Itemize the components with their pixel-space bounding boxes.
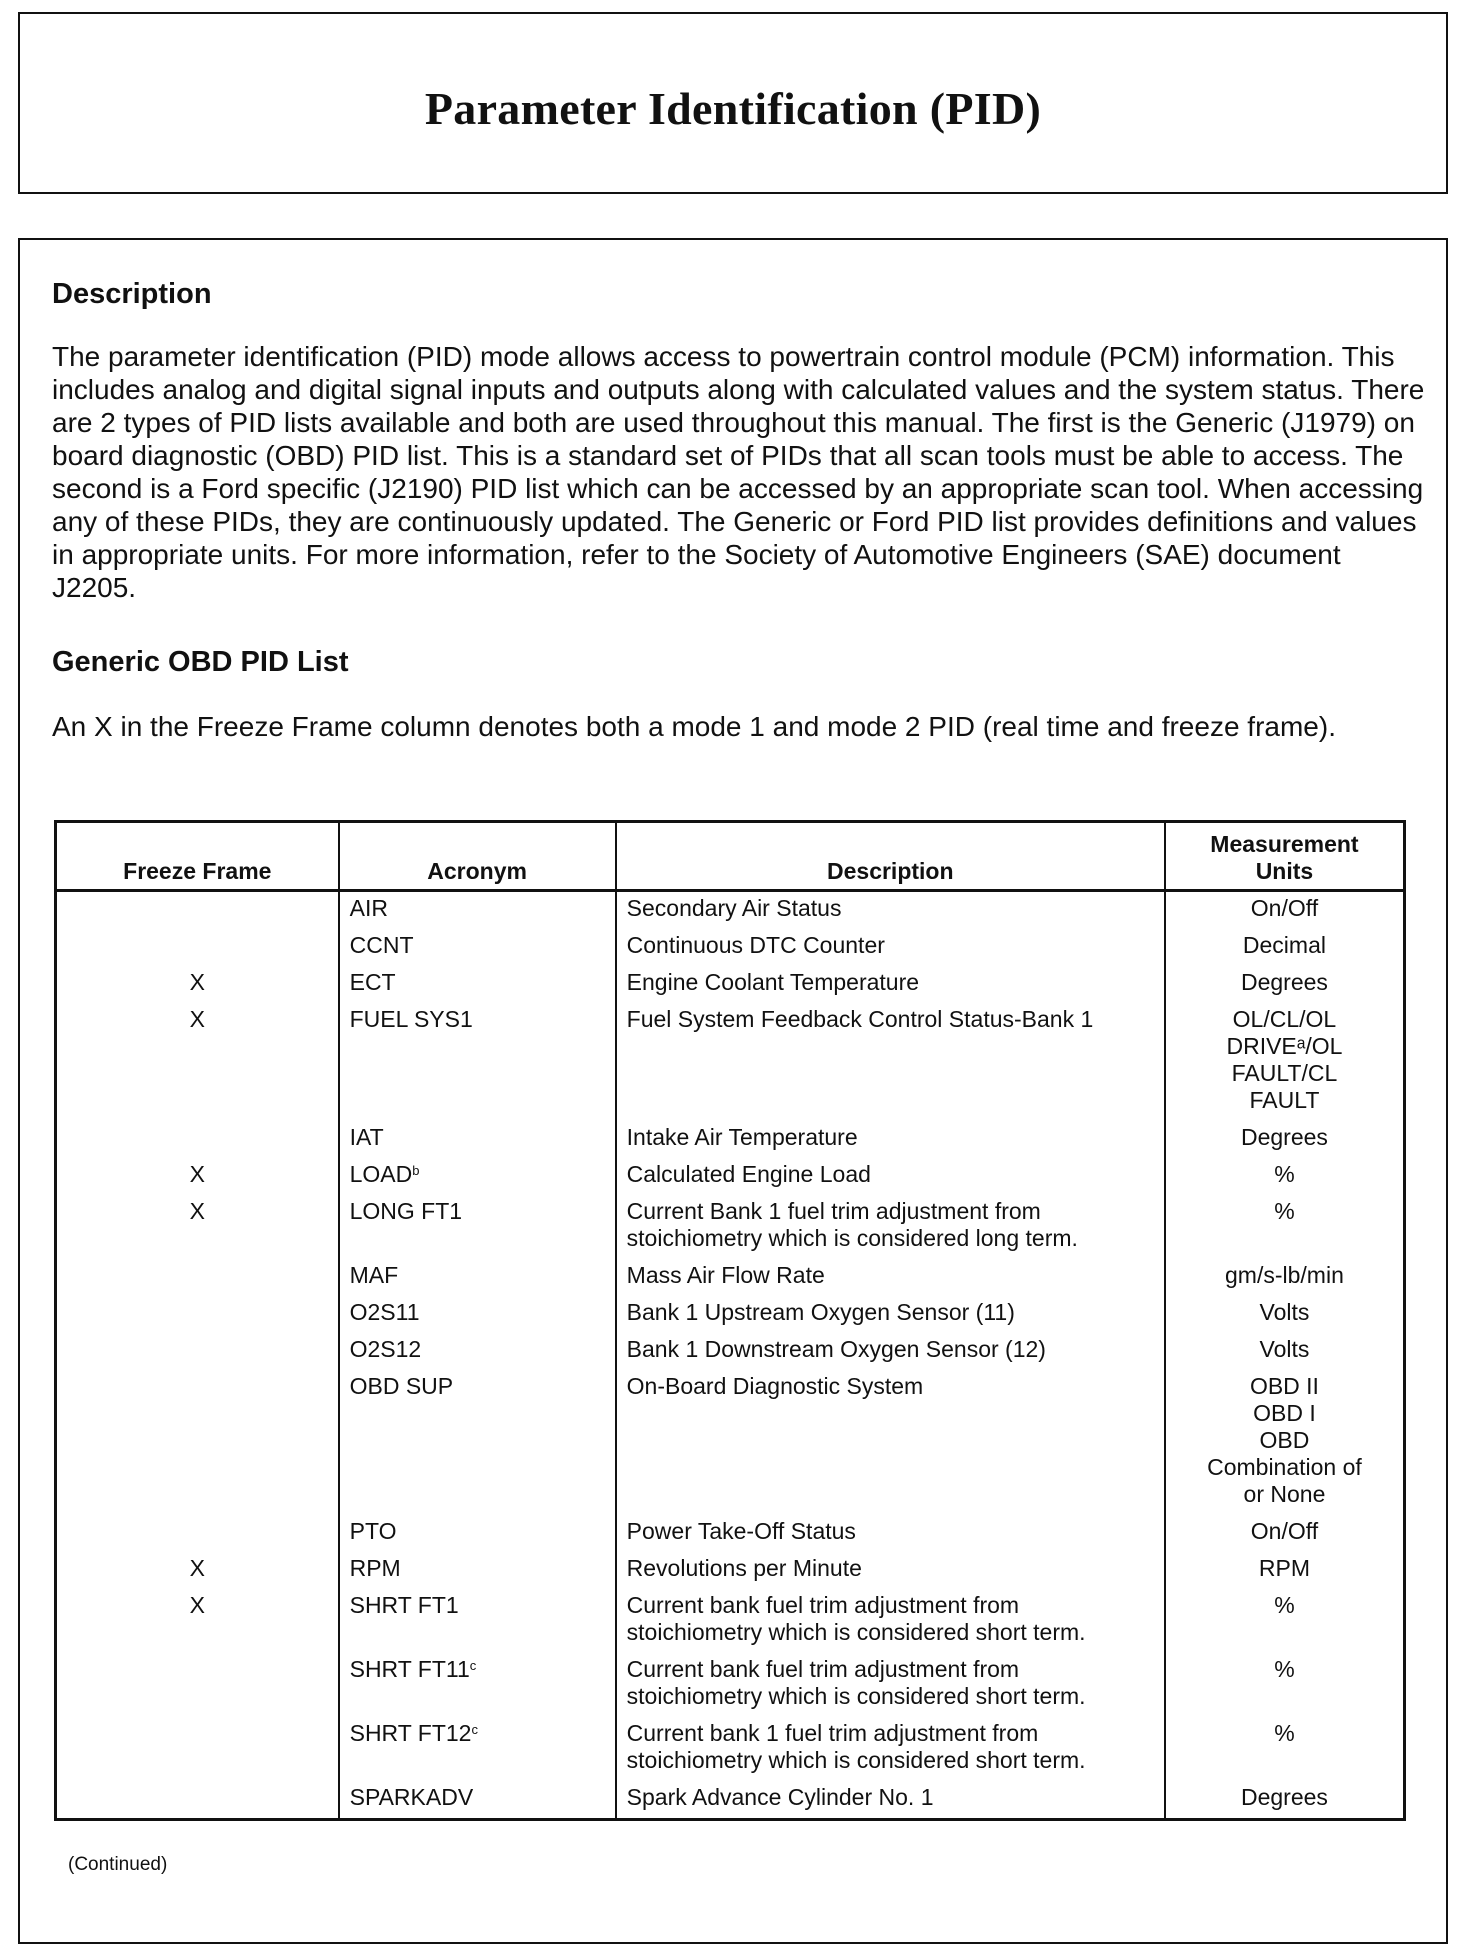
freeze-frame-cell — [56, 1370, 339, 1515]
table-row — [56, 1589, 1405, 1653]
units-cell — [1165, 1296, 1405, 1333]
page-title: Parameter Identification (PID) — [424, 82, 1042, 134]
acronym-cell — [339, 1003, 616, 1121]
freeze-frame-cell — [56, 1515, 339, 1552]
units-value: OL/CL/OL — [1232, 1006, 1337, 1032]
freeze-frame-cell — [56, 891, 339, 930]
freeze-frame-cell: X — [189, 1198, 205, 1224]
pid-table — [54, 820, 1406, 1821]
freeze-frame-cell — [56, 1333, 339, 1370]
freeze-frame-cell — [56, 1296, 339, 1333]
table-row — [56, 1515, 1405, 1552]
header-freeze-frame: Freeze Frame — [56, 822, 339, 891]
freeze-frame-cell: X — [189, 1006, 205, 1032]
acronym-text: LONG FT1 — [349, 1198, 463, 1224]
freeze-frame-cell — [56, 929, 339, 966]
acronym-text: SPARKADV — [349, 1784, 474, 1810]
units-value: Volts — [1259, 1299, 1310, 1325]
units-cell — [1165, 1717, 1405, 1781]
footnote-marker: c — [471, 1722, 478, 1737]
units-cell — [1165, 1589, 1405, 1653]
acronym-cell — [339, 1121, 616, 1158]
description-cell: Current bank fuel trim adjustment from stoichiometry which is considered short term. — [616, 1589, 1165, 1653]
title-box — [18, 12, 1448, 194]
description-paragraph: The parameter identification (PID) mode allows access to powertrain control module (PCM) information. This includes analog and digital signal inputs and outputs along with calculated values and the system status. There are 2 types of PID lists available and both are used throughout this manual. The first is the Generic (J1979) on board diagnostic (OBD) PID list. This is a standard set of PIDs that all scan tools must be able to access. The second is a Ford specific (J2190) PID list which can be accessed by an appropriate scan tool. When accessing any of these PIDs, they are continuously updated. The Generic or Ford PID list provides definitions and values in appropriate units. For more information, refer to the Society of Automotive Engineers (SAE) document J2205. — [52, 341, 1425, 603]
units-cell — [1165, 966, 1405, 1003]
freeze-frame-cell: X — [189, 969, 205, 995]
acronym-text: OBD SUP — [349, 1373, 454, 1399]
units-cell — [1165, 1653, 1405, 1717]
table-row — [56, 1158, 1405, 1195]
acronym-text: O2S11 — [349, 1299, 420, 1325]
description-cell: Engine Coolant Temperature — [616, 966, 1165, 1003]
units-cell — [1165, 1158, 1405, 1195]
table-body — [56, 891, 1405, 1820]
table-row — [56, 1717, 1405, 1781]
header-description: Description — [616, 822, 1165, 891]
units-cell — [1165, 929, 1405, 966]
acronym-cell — [339, 966, 616, 1003]
acronym-text: ECT — [349, 969, 396, 995]
units-value: % — [1274, 1592, 1295, 1618]
acronym-cell — [339, 1653, 616, 1717]
description-cell: Mass Air Flow Rate — [616, 1259, 1165, 1296]
acronym-text: SHRT FT12 — [349, 1720, 472, 1746]
description-cell: Revolutions per Minute — [616, 1552, 1165, 1589]
table-row — [56, 929, 1405, 966]
units-cell — [1165, 1195, 1405, 1259]
description-cell: Secondary Air Status — [616, 891, 1165, 930]
freeze-frame-cell: X — [189, 1555, 205, 1581]
units-value: gm/s-lb/min — [1225, 1262, 1344, 1288]
table-row — [56, 1653, 1405, 1717]
freeze-frame-note: An X in the Freeze Frame column denotes both a mode 1 and mode 2 PID (real time and freeze frame). — [52, 711, 1336, 742]
table-row — [56, 1259, 1405, 1296]
units-value: Decimal — [1242, 932, 1326, 958]
freeze-frame-cell: X — [189, 1161, 205, 1187]
acronym-cell — [339, 1195, 616, 1259]
acronym-cell — [339, 1296, 616, 1333]
acronym-text: LOAD — [349, 1161, 413, 1187]
content-box — [18, 238, 1448, 1944]
acronym-cell — [339, 1158, 616, 1195]
acronym-text: SHRT FT11 — [349, 1656, 470, 1682]
units-cell — [1165, 1552, 1405, 1589]
footnote-marker: c — [469, 1658, 477, 1673]
units-cell — [1165, 1370, 1405, 1515]
continued-label: (Continued) — [68, 1854, 168, 1875]
acronym-cell — [339, 1589, 616, 1653]
acronym-cell — [339, 1552, 616, 1589]
footnote-marker: b — [412, 1163, 420, 1178]
units-cell — [1165, 1333, 1405, 1370]
units-value: FAULT/CL — [1231, 1060, 1338, 1086]
description-cell: Bank 1 Upstream Oxygen Sensor (11) — [616, 1296, 1165, 1333]
description-cell: Spark Advance Cylinder No. 1 — [616, 1781, 1165, 1820]
table-row — [56, 1781, 1405, 1820]
units-cell — [1165, 1515, 1405, 1552]
freeze-frame-cell — [56, 1781, 339, 1820]
acronym-text: RPM — [349, 1555, 401, 1581]
table-row — [56, 1296, 1405, 1333]
acronym-cell — [339, 891, 616, 930]
table-row — [56, 966, 1405, 1003]
table-row — [56, 1003, 1405, 1121]
units-cell — [1165, 891, 1405, 930]
freeze-frame-cell — [56, 1653, 339, 1717]
table-header-row — [56, 822, 1405, 891]
units-value: % — [1274, 1198, 1295, 1224]
generic-pid-list-heading: Generic OBD PID List — [52, 646, 349, 678]
description-cell: On-Board Diagnostic System — [616, 1370, 1165, 1515]
units-cell — [1165, 1781, 1405, 1820]
units-cell — [1165, 1003, 1405, 1121]
acronym-cell — [339, 1370, 616, 1515]
freeze-frame-cell: X — [189, 1592, 205, 1618]
units-value: % — [1274, 1720, 1295, 1746]
units-value: % — [1274, 1656, 1295, 1682]
description-cell: Fuel System Feedback Control Status-Bank 1 — [616, 1003, 1165, 1121]
units-value: Combination of — [1207, 1454, 1362, 1480]
description-cell: Intake Air Temperature — [616, 1121, 1165, 1158]
units-value: On/Off — [1250, 895, 1319, 921]
acronym-cell — [339, 929, 616, 966]
acronym-cell — [339, 1333, 616, 1370]
units-cell — [1165, 1259, 1405, 1296]
units-value: % — [1274, 1161, 1295, 1187]
table-row — [56, 1552, 1405, 1589]
units-value: Degrees — [1240, 969, 1328, 995]
units-value: OBD II — [1249, 1373, 1319, 1399]
acronym-cell — [339, 1781, 616, 1820]
table-row — [56, 1370, 1405, 1515]
freeze-frame-cell — [56, 1121, 339, 1158]
description-cell: Calculated Engine Load — [616, 1158, 1165, 1195]
acronym-text: CCNT — [349, 932, 414, 958]
description-cell: Bank 1 Downstream Oxygen Sensor (12) — [616, 1333, 1165, 1370]
freeze-frame-cell — [56, 1259, 339, 1296]
units-value: RPM — [1258, 1555, 1310, 1581]
acronym-cell — [339, 1717, 616, 1781]
description-cell: Power Take-Off Status — [616, 1515, 1165, 1552]
acronym-cell — [339, 1515, 616, 1552]
header-acronym: Acronym — [339, 822, 616, 891]
units-value: or None — [1243, 1481, 1326, 1507]
units-value: DRIVEᵃ/OL — [1226, 1033, 1343, 1059]
description-cell: Continuous DTC Counter — [616, 929, 1165, 966]
acronym-cell — [339, 1259, 616, 1296]
acronym-text: AIR — [349, 895, 388, 921]
description-cell: Current bank fuel trim adjustment from stoichiometry which is considered short term. — [616, 1653, 1165, 1717]
table-row — [56, 1195, 1405, 1259]
description-heading: Description — [52, 278, 212, 310]
acronym-text: O2S12 — [349, 1336, 422, 1362]
units-cell — [1165, 1121, 1405, 1158]
units-value: FAULT — [1249, 1087, 1320, 1113]
units-value: Degrees — [1240, 1784, 1328, 1810]
table-row — [56, 891, 1405, 930]
freeze-frame-cell — [56, 1717, 339, 1781]
units-value: On/Off — [1250, 1518, 1319, 1544]
units-value: Volts — [1259, 1336, 1310, 1362]
units-value: Degrees — [1240, 1124, 1328, 1150]
header-measurement-units: Measurement Units — [1165, 822, 1405, 891]
acronym-text: MAF — [349, 1262, 399, 1288]
acronym-text: FUEL SYS1 — [349, 1006, 473, 1032]
units-value: OBD — [1259, 1427, 1310, 1453]
acronym-text: PTO — [349, 1518, 397, 1544]
table-row — [56, 1121, 1405, 1158]
units-value: OBD I — [1253, 1400, 1316, 1426]
description-cell: Current Bank 1 fuel trim adjustment from stoichiometry which is considered long term. — [616, 1195, 1165, 1259]
acronym-text: SHRT FT1 — [349, 1592, 459, 1618]
acronym-text: IAT — [349, 1124, 384, 1150]
table-row — [56, 1333, 1405, 1370]
description-cell: Current bank 1 fuel trim adjustment from stoichiometry which is considered short term. — [616, 1717, 1165, 1781]
